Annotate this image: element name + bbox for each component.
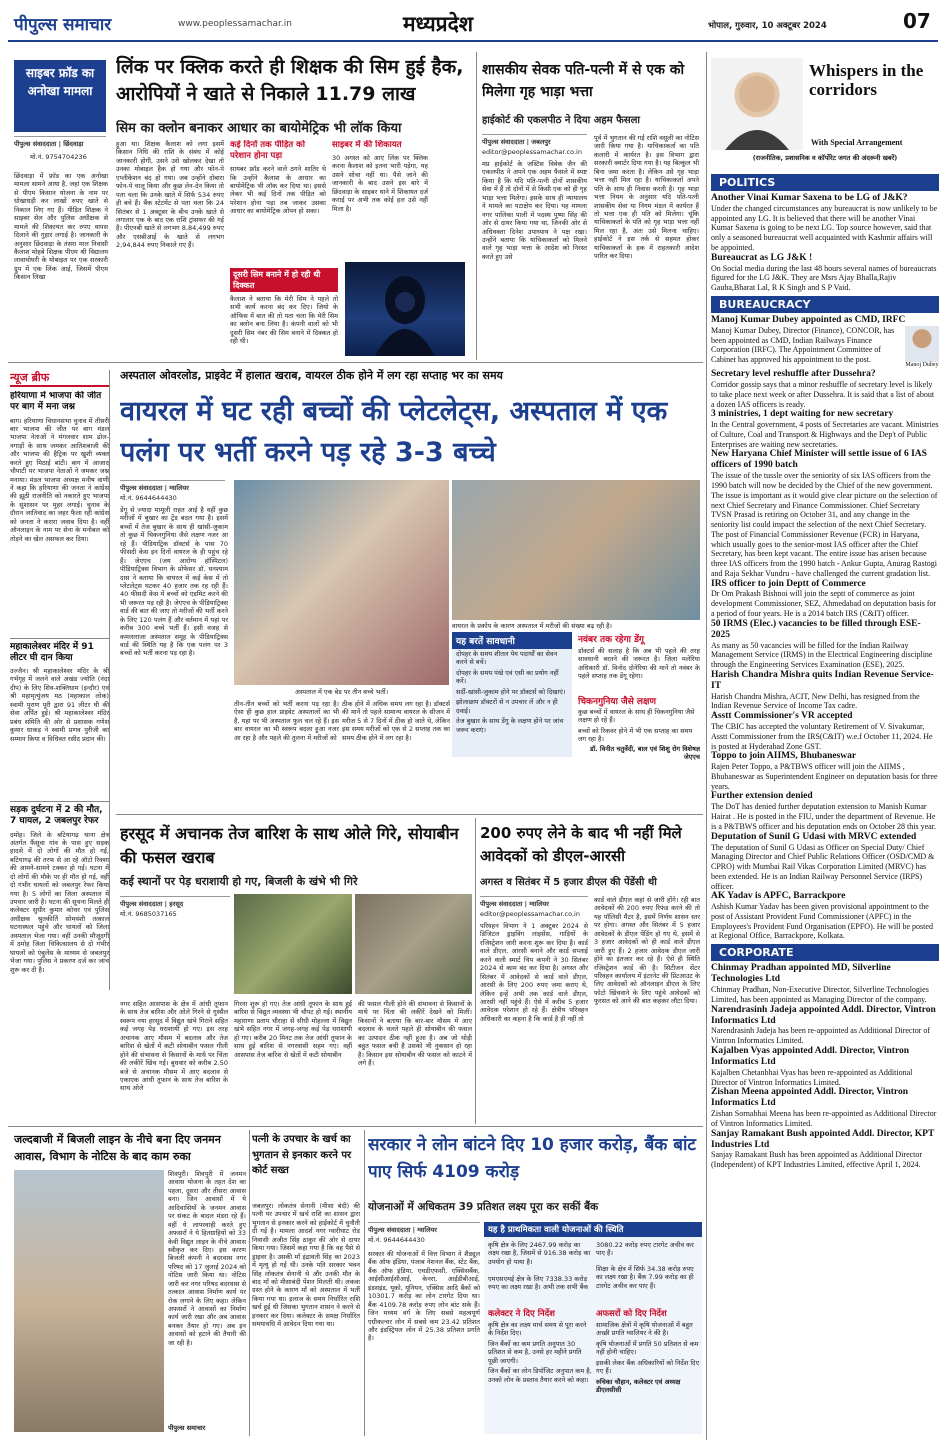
priority-item-3: 3080.22 करोड़ रुपए टारगेट अचीव कर पाए हैं।: [596, 1241, 694, 1258]
priority-table: [484, 1222, 702, 1434]
story3-col3: ठीक होने में अधिक समय लग रहा है। डॉक्टर्स की मानें तो पहले सामान्य वायरल के सीजन में मरीज 5 से 7 दिनों में ठीक हो जाते थे, लेकिन इस समय मरीजों को एक से 2 सप्ताह तक का समय ठीक होने में लग रहा है।: [342, 700, 450, 742]
hospital-photo-1: [234, 480, 449, 685]
story8-col1: सरकार की योजनाओं में वित्त विभाग ने शैड्यूल बैंक ऑफ इंडिया, पंजाब नेशनल बैंक, स्टेट बैंक, बैंक ऑफ इंडिया, एचडीएफसी, एक्सिसबैंक, आईसीआईसीआई, केनरा, आईडीबीआई, इंडसइंड, यूको, यूनियन, एक्सिस आदि बैंकों को 10301.7 करोड़ का लोन टारगेट दिया था। बैंक 4109.78 करोड़ रुपए लोन बांट सके हैं। जिन मध्यम वर्ग के लिए सबसे महत्वपूर्ण एग्रीकल्चर लोन में सबसे कम 23.42 प्रतिशत और इंडस्ट्रियल लोन में 25.38 प्रतिशत प्रगति है।: [368, 1250, 480, 1343]
b10-text: The DoT has denied further deputation extension to Manish Kumar Hairat . He is posted in the FIU, under the department of Revenue. He is a P&TBWS officer and his deputation ends on October 28 this year.: [711, 802, 936, 831]
priority-item-4: शिक्षा के क्षेत्र में सिर्फ 34.38 करोड़ रुपए का लक्ष्य रखा है। बैंक 7.99 करोड़ का ही टारगेट अचीव कर पाए हैं।: [596, 1265, 694, 1290]
collector-directions: [488, 1320, 592, 1385]
box1-heading: कई दिनों तक पीड़ित को परेशान होना पड़ा: [230, 140, 305, 162]
c1-text: Chinmay Pradhan, Non-Executive Director, Silverline Technologies Limited, has been appointed as Managing Director of the company.: [711, 985, 929, 1004]
story2-col1: मप्र हाईकोर्ट के जस्टिस विवेक जैन की एकलपीठ ने अपने एक अहम फैसले में स्पष्ट किया है कि यदि पति-पत्नी दोनों शासकीय सेवा में हैं तो दोनों में से किसी एक को ही गृह भाड़ा भत्ता मिलेगा। इसके साथ ही न्यायालय ने मामले का पटाक्षेप कर दिया। यह मामला नगर पालिका पाली में पदस्थ पुष्पा सिंह की ओर से दायर किया गया था, जिनकी ओर से अधिवक्ता दिनेश उपाध्याय ने पक्ष रखा। उन्होंने बताया कि याचिकाकर्ता को मिलने वाले गृह भाड़ा भत्ता के आदेश को निरस्त करते हुए उसे: [482, 160, 587, 261]
story1-box2: [332, 140, 428, 250]
b3-heading: 3 ministries, 1 dept waiting for new secretary: [711, 409, 894, 420]
p1-heading: Another Vinai Kumar Saxena to be LG of J&K?: [711, 193, 908, 203]
brief1-text: बाग। हरियाणा विधानसभा चुनाव में तीसरी बार भाजपा की जीत पर बाग मंडल भाजपा नेताओं ने मंगलवार शाम ढोल-नगाड़ों के साथ जमकर आतिशबाजी की और भाजपा की हैट्रिक पर खुशी व्यक्त करते हुए मिठाई बांटी। बाग में आजाद चौपाटी पर भाजपा नेताओं ने जमकर जश्न मनाया। मंडल भाजपा अध्यक्ष मनीष वाणी ने कहा कि हरियाणा की जनता ने कांग्रेस की झूठी राजनीति को नकारते हुए भाजपा के सुशासन पर मुहर लगाई। चुनाव के दौरान जातिवाद का जहर फैला रही कांग्रेस को जनता ने करारा जवाब दिया है। वहीं ऑनलाइन के नाम पर सेना के मनोबल को तोड़ने का खेल असफल कर दिया।: [10, 416, 109, 543]
box3-text: कैलाश ने बताया कि मेरी सिम ने पहले तो सभी कार्य करना बंद कर दिए। जियो के ऑफिस में बात की तो पता चला कि मेरी सिम का क्लोन बना लिया है। कंपनी वालों को भी दूसरी सिम नंबर की सिम बनाने में दिक्कत हो रही थी।: [230, 295, 338, 346]
bureaucracy-header: BUREAUCRACY: [711, 296, 939, 313]
tip-4: झोलाछाप डॉक्टरों से न उपचार लें और न ही दवाई।: [456, 698, 558, 715]
harsud-photo-2: [355, 894, 472, 994]
photo-caption: Manoj Dubey: [905, 361, 939, 368]
dateline: भोपाल, गुरुवार, 10 अक्टूबर 2024: [708, 21, 827, 31]
b4-heading: New Haryana Chief Minister will settle issue of 6 IAS officers of 1990 batch: [711, 449, 927, 471]
b4-text: The issue of the tussle over the seniority of six IAS officers from the 1990 batch will now be decided by the Chief of the new government. The issue is important as it would give clear picture on the selection of next Chief Secretary and Finance Commissioner. Chief Secretary TVSN Prasad is retiring on October 31, and any change in the seniority list could impact the selection of the next Chief Secretary. The post of Financial Commissioner Revenue (FCR) in Haryana, which usually goes to the senior-most IAS officer after the Chief Secretary, has been kept vacant. The entire issue has arisen because three IAS officers from the 1990 batch - Ankur Gupta, Anurag Rastogi and Raja Sekhar Vundru - have challenged the current gradation list.: [711, 471, 938, 578]
b2-heading: Secretary level reshuffle after Dussehra?: [711, 369, 876, 380]
b6-text: As many as 50 vacancies will be filled for the Indian Railway Management Service (IRMS) in the Electrical Engineering discipline through the Engineering Services Examination (ESE), 2025.: [711, 640, 933, 670]
b8-text: The CBIC has accepted the voluntary Retirement of V. Sivakumar, Asstt Commissioner from the IRS(C&IT) w.e.f October 11, 2024. He is posted at Hyderabad Zone GST.: [711, 722, 933, 751]
b11-heading: Deputation of Sunil G Udasi with MRVC extended: [711, 831, 917, 842]
chikungunya-box: [578, 694, 700, 762]
story2-subhead: हाईकोर्ट की एकलपीठ ने दिया अहम फैसला: [482, 115, 640, 126]
rule-bottom: [8, 1126, 703, 1127]
b10-heading: Further extension denied: [711, 791, 813, 802]
rule-v4: [364, 1130, 365, 1436]
story4-byline: पीपुल्स संवाददाता | हरसूद: [120, 896, 230, 908]
b9-text: Rajen Peter Toppo, a P&TBWS officer will join the AIIMS , Bhubaneswar as Superintendent Engineer on deputation basis for three years.: [711, 762, 938, 791]
story1-box1: [230, 140, 326, 250]
story6-credit: पीपुल्स समाचार: [168, 1424, 206, 1432]
b8-heading: Asstt Commissioner's VR accepted: [711, 711, 853, 722]
story8-headline: सरकार ने लोन बांटने दिए 10 हजार करोड़, बैंक बांट पाए सिर्फ 4109 करोड़: [368, 1135, 696, 1183]
priority-item-1: कृषि क्षेत्र के लिए 2467.99 करोड़ का लक्ष्य रखा है, जिसमें से 916.38 करोड़ का उपयोग हो पाया है।: [488, 1241, 591, 1266]
masthead: [8, 6, 938, 42]
story5-headline: 200 रुपए लेने के बाद भी नहीं मिले आवेदकों को डीएल-आरसी: [480, 824, 682, 865]
story7-text: जबलपुर। लोकतंत्र सेनानी (मीसा बंदी) की पत्नी पर उपचार में खर्च राशि का शासन द्वारा भुगतान से इनकार करने को हाईकोर्ट में चुनौती दी गई है। मामला आदर्श नगर ग्वारीघाट रोड निवासी अजीत सिंह ठाकुर की ओर से दायर किया गया। जिसमें कहा गया है कि वह पैसे से ड्राइवर है। उसकी माँ इंद्रावती सिंह का 2023 में मृत्यु हो गई थी। उनके पति सरकार भवन सिंह लोकतंत्र सेनानी थे और उनकी मौत के बाद माँ को मीसाबंदी पेंशन मिलती थी। लकवा ग्रस्त होने के कारण माँ को अस्पताल में भर्ती किया गया था। इलाज के समय निर्धारित राशि खर्च हुई थी जिसका भुगतान शासन ने करने से इनकार कर दिया। कलेक्टर के समक्ष निर्धारित समयावधि में आवेदन दिया गया था।: [252, 1202, 360, 1329]
story4-subhead: कई स्थानों पर पेड़ धराशायी हो गए, बिजली के खंभे भी गिरे: [120, 875, 358, 888]
story1-byline: पीपुल्स संवाददाता | छिंदवाड़ा: [14, 136, 106, 148]
chikungunya-heading: चिकनगुनिया जैसे लक्षण: [578, 697, 656, 707]
p2-heading: Bureaucrat as LG J&K !: [711, 252, 813, 263]
b5-heading: IRS officer to join Deptt of Commerce: [711, 578, 866, 589]
c3-text: Kajalben Chetanbhai Vyas has been re-appointed as Additional Director of Vintron Informatics Limited.: [711, 1067, 913, 1087]
b7-text: Harish Chandra Mishra, ACIT, New Delhi, has resigned from the Indian Revenue Service of Income Tax cadre.: [711, 691, 920, 711]
off-2: कृषि योजनाओं में प्रगति 50 प्रतिशत से कम नहीं होनी चाहिए।: [596, 1339, 699, 1357]
dengue-box: [578, 632, 700, 692]
story3-headline: वायरल में घट रही बच्चों की प्लेटलेट्स, अस्पताल में एक पलंग पर भर्ती करने पड़ रहे 3-3 बच्चे: [120, 396, 668, 468]
c1-heading: Chinmay Pradhan appointed MD, Silverline Technologies Ltd: [711, 963, 891, 985]
sidebar-tagline: (राजनीतिक, प्रशासनिक व कॉर्पोरेट जगत की अंदरूनी खबरें): [752, 154, 898, 162]
story6-headline: जल्दबाजी में बिजली लाइन के नीचे बना दिए जनमन आवास, विभाग के नोटिस के बाद काम रुका: [14, 1133, 221, 1163]
page-number: 07: [903, 9, 931, 33]
c2-heading: Narendrasinh Jadeja appointed Addl. Director, Vintron Informatics Ltd: [711, 1004, 936, 1026]
box3-heading: दूसरी सिम बनाने में हो रही थी दिक्कत: [230, 268, 338, 292]
corporate-header: CORPORATE: [711, 944, 939, 961]
box2-heading: साइबर में की शिकायत: [332, 140, 402, 150]
tip-1: दोपहर के समय शीतल पेय पदार्थों का सेवन करने से बचें।: [456, 650, 558, 667]
harsud-photo-1: [234, 894, 352, 994]
tip-2: दोपहर के समय पंखे एवं एसी का प्रयोग नहीं करें।: [456, 668, 559, 686]
hacker-illustration: [345, 262, 465, 356]
politics-header: POLITICS: [711, 174, 939, 191]
b7-heading: Harish Chandra Mishra quits Indian Revenue Service-IT: [711, 669, 934, 691]
priority-item-2: एमएसएमई क्षेत्र के लिए 7338.33 करोड़ रुपए का लक्ष्य रखा है। अभी तक सभी बैंक: [488, 1275, 589, 1292]
story3-byline: पीपुल्स संवाददाता | ग्वालियर: [120, 480, 225, 492]
b6-heading: 50 IRMS (Elec.) vacancies to be filled through ESE-2025: [711, 618, 921, 640]
b1-photo-wrap: [905, 326, 939, 369]
c3-heading: Kajalben Vyas appointed Addl. Director, Vintron Informatics Ltd: [711, 1045, 910, 1067]
person-icon: [711, 58, 803, 150]
story3-col2: तीन-तीन बच्चों को भर्ती करना पड़ रहा है। ऐसा ही कुछ हाल प्राइवेट अस्पतालों का भी है, यहां पर भी अस्पताल फुल चल रहे हैं। इस बार वायरल का भी स्वरूप बदला हुआ नजर आ रहा है और पहले की तुलना में मरीजों को: [234, 700, 339, 742]
story4-col2: गिरना शुरू हो गए। तेज आंधी तूफान के साथ हुई बारिश से विद्युत व्यवस्था भी चौपट हो गई। स्थानीय महाराणा प्रताप चौराहा से सीधी मोहल्ला में विद्युत खंभे सहित नगर में जगह-जगह कई पेड़ धराशायी हो गए। करीब 20 मिनट तक तेज आंधी तूफान के साथ हुई बारिश से नगरवासी सहम गए। वहीं आसपास तेज बारिश से खेतों में कटी सोयाबीन: [234, 1000, 352, 1059]
box1-text: सायबर फ्रॉड करने वाले ठगने शातिर थे कि उन्होंने कैलाश के आधार का बायोमेट्रिक भी लॉक कर दिया था। इससे लेकर भी कई दिनों तक पीड़ित को परेशान होना पड़ा तब जाकर उसका आधार का बायोमेट्रिक ओपन हो सका।: [230, 165, 326, 216]
rule-v1: [476, 52, 477, 360]
c2-text: Narendrasinh Jadeja has been re-appointed as Additional Director of Vintron Informatics Limited.: [711, 1026, 931, 1046]
story2-headline: शासकीय सेवक पति-पत्नी में से एक को मिलेगा गृह भाड़ा भत्ता: [482, 62, 685, 100]
b9-heading: Toppo to join AIIMS, Bhubaneswar: [711, 751, 857, 762]
story7-headline: पत्नी के उपचार के खर्च का भुगतान से इनकार करने पर कोर्ट सख्त: [252, 1134, 352, 1176]
p2-text: On Social media during the last 48 hours several names of bureaucrats figured for the LG J&K. They are Msrs Ajay Bhalla,Rajiv Gauba,Bharat Lal, R K Singh and S P Vaid.: [711, 263, 937, 293]
b11-text: The deputation of Sunil G Udasi as Officer on Special Duty/ Chief Managing Director and Chief Public Relations Officer (OSD/CMD & CPRO) with Mumbai Rail Vikas Corporation Limited (MRVC) has been extended. He is an Indian Railway Personnel Service (IRPS) officer.: [711, 842, 935, 891]
story3-kicker: अस्पताल ओवरलोड, प्राइवेट में हालात खराब, वायरल ठीक होने में लग रहा सप्ताह भर का समय: [120, 369, 503, 382]
rule-top: [8, 362, 703, 363]
brief2-text: उज्जैन। श्री महाकालेश्वर मंदिर के श्री गर्भगृह में जलने वाले अखंड ज्योति (नंदा दीप) के लिए शिव-शक्तिधाम (इन्दौर) एवं श्री महामृत्युंजय मठ (महाकाल लोक) स्वामी पुराण पूरी द्वारा 91 लीटर घी की सेवा अर्पित हुई। श्री महाकालेश्वर मंदिर प्रबंध समिति की ओर से प्रशासक गणेश कुमार धाकड़ ने स्वामी प्रणव पुरीजी का सम्मान किया व विधिवत रसीद प्रदान की।: [10, 667, 109, 743]
dengue-text: डॉक्टर्स की सलाह है कि अब भी पहले की तरह सावधानी बरतने की जरूरत है। जिला मलेरिया अधिकारी डॉ. विनोद दोनेरिया की मानें तो नवंबर के पहले सप्ताह तक डेंगू रहेगा।: [578, 647, 700, 681]
dir-1: कृषि क्षेत्र का लक्ष्य मार्च समय से पूरा करने के निर्देश दिए।: [488, 1321, 587, 1338]
website-url[interactable]: www.peoplessamachar.in: [178, 19, 292, 29]
manoj-dubey-photo: [905, 326, 939, 362]
columnist-photo: [711, 58, 803, 150]
priority-heading: यह है प्राथमिकता वाली योजनाओं की स्थिति: [484, 1222, 702, 1237]
story3-col1: डेंगू से ज्यादा मामूली राहत आई है वहीं कुछ मरीजों में बुखार का ट्रेंड बदल गया है। इसमें बच्चों में तेज बुखार के साथ ही खांसी-जुकाम तो कुछ में चिकनगुनिया जैसे लक्षण नजर आ रहे हैं। पीडियाट्रिक डॉक्टर्स के पास 70 फीसदी केस इन दिनों वायरल के ही पहुंच रहे हैं। जेएएच (जय आरोग्य हॉस्पिटल) पीडियाट्रिक्स विभाग के प्रोफेसर डॉ. घनश्याम दास ने बताया कि वायरल में कई केस में तो प्लेटलेट्स घटकर 40 हजार तक रह रही हैं। 40 फीसदी केस में बच्चों को एडमिट करने की भी जरूरत पड़ रही है। जेएएच के पीडियाट्रिक्स वार्ड की बात की जाए तो मरीजों की भर्ती करने के लिए 120 पलंग हैं और वर्तमान में यहां पर करीब 300 बच्चे भर्ती हैं। इसी वजह से कमलाराजा अस्पताल समूह के पीडियाट्रिक्स वार्ड की स्थिति यह है कि एक पलंग पर 3 बच्चों को भर्ती करना पड़ रहा है।: [120, 506, 228, 658]
c4-text: Zishan Sornabhai Meena has been re-appointed as Additional Director of Vintron Informatics Limited.: [711, 1109, 937, 1128]
story1-col1: छिंदवाड़ा में फ्रॉड का एक अनोखा मामला सामने आया है, जहां एक शिक्षक से पीएम किसान योजना के नाम पर धोखाधड़ी कर लाखों रुपए खाते से निकाल लिए गए हैं। पीड़ित शिक्षक ने साइबर सेल और पुलिस अधीक्षक से मामले की शिकायत कर रुपए वापस दिलाने की गुहार लगाई है। जानकारी के अनुसार छिंदवाड़ा के तंसरा माल निवासी कैलाश मोहबे शिक्षक पीएम श्री विद्यालय लावाघोघरी के मोबाइल पर एक सरकारी ग्रुप में एक लिंक आई, जिसमें पीएम किसान लिखा: [14, 172, 108, 282]
section-title: मध्यप्रदेश: [403, 12, 474, 36]
rule-v2: [475, 818, 476, 1124]
whispers-sidebar: [706, 52, 940, 1440]
off-1: सामाजिक क्षेत्रों में कृषि योजनाओं में बहुत अच्छी प्रगति ग्वालियर ने की है।: [596, 1321, 693, 1338]
c4-heading: Zishan Meena appointed Addl. Director, Vintron Informatics Ltd: [711, 1087, 908, 1109]
story2-col2: पूर्व में भुगतान की गई राशि वसूली का नोटिस जारी किया गया है। याचिकाकर्ता का पति कलारी में कार्यरत है। इस विभाग द्वारा सरकारी क्वार्टर दिया गया है। यह बिल्कुल भी बिना जमा करता है। लेकिन उसे गृह भाड़ा भत्ता नहीं मिल रहा है। याचिकाकर्ता अपने पति के साथ ही निवास करती है। गृह भाड़ा भत्ता नियम के अनुसार यदि पति-पत्नी शासकीय सेवा या निगम मंडल में कार्यरत हैं तो भत्ता एक ही पति को मिलेगा। चूंकि याचिकाकर्ता के पति को गृह भाड़ा भत्ता नहीं मिल रहा है, अतः उसे मिलना चाहिए। हाईकोर्ट ने इस तर्क से सहमत होकर याचिकाकर्ता के हक में राहतकारी आदेश पारित कर दिया।: [594, 134, 699, 261]
news-brief: [10, 370, 110, 990]
precautions-box: [452, 632, 572, 757]
story1-mob: मो.नं. 9754704236: [30, 153, 87, 161]
brief3-text: दमोह। जिले के बटियागढ़ थाना क्षेत्र अंतर्गत फैंसुवा गांव के पास हुए सड़क हादसे में दो लोगों की मौत हो गई, बटियागढ़ की तरफ से आ रहे ऑटो रिक्शा की आमने-सामने टक्कर हो गई। घटना में दो लोगों की मौके पर ही मौत हो गई, वहीं दो गंभीर घायलों को जबलपुर रेफर किया गया है। 5 लोगों का जिला अस्पताल में उपचार जारी है। घटना की सूचना मिलते ही कलेक्टर सुधीर कुमार कोचर एवं पुलिस अधीक्षक श्रुतकीर्ति सोमवंशी तत्काल घटनास्थल पहुंचे और घायलों को जिला अस्पताल भेजा गया। वहीं उनकी मौजूदगी में दमोह जिला चिकित्सालय से दो गंभीर घायलों को एंबुलेंस के माध्यम से जबलपुर भेजा गया। पुलिस ने प्रकरण दर्ज कर जांच शुरू कर दी है।: [10, 830, 109, 974]
story4-col1: नगर सहित आसपास के क्षेत्र में आंधी तूफान के साथ तेज बारिश और ओले गिरने से गुस्सैल स्वरूप नया हरसूद में विद्युत खंभे गिराने सहित कई जगह पेड़ धराशायी हो गए। इस तरह अचानक आए मौसम में बदलाव और तेज बारिश से खेतों में कटी सोयाबीन फसल गीली होने की संभावना से किसानों के माथे पर चिंता की लकीरें खिंच गईं। बुधवार को करीब 2.50 बजे से अचानक मौसम में आए बदलाव से एकाएक आंधी तूफान के साथ तेज बारिश के साथ ओले: [120, 1000, 228, 1093]
story8-mob: मो.नं. 9644644430: [368, 1236, 425, 1244]
story1-tag: साइबर फ्रॉड का अनोखा मामला: [14, 60, 106, 132]
sidebar-body: [711, 174, 939, 1434]
dengue-heading: नवंबर तक रहेगा डेंगू: [578, 635, 645, 645]
precautions-heading: यह बरतें सावधानी: [452, 632, 572, 649]
rule-v3: [249, 1130, 250, 1436]
story1-headline: लिंक पर क्लिक करते ही शिक्षक की सिम हुई हैक, आरोपियों ने खाते से निकाले 11.79 लाख: [116, 56, 464, 105]
janman-photo: [14, 1170, 164, 1432]
dir-3: जिन बैंकों का लोन डिपॉजिट अनुपात कम है, उनको लोन के प्रस्ताव तैयार करने को कहा।: [488, 1367, 592, 1384]
story2-email: editor@peoplessamachar.co.in: [482, 148, 582, 156]
story1-subhead: सिम का क्लोन बनाकर आधार का बायोमेट्रिक भी लॉक किया: [116, 121, 402, 136]
b3-text: In the Central government, 4 posts of Secretaries are vacant. Ministries of Culture, Coal and Transport & Highways and the Dep't of Public Enterprises are waiting new secretaries.: [711, 420, 939, 449]
story5-col2: कार्ड वाले डीएल कहां से जारी होंगे। रही बात आवेदकों की 200 रुपए रिफंड करने की तो यह पॉलिसी मैटर है, इसमें निर्णय शासन स्तर पर होगा। अगस्त और सितंबर में 5 हजार आवेदकों के डीएल पेंडिंग हो गए थे, इसमें से 3 हजार आवेदकों को ही कार्ड वाले डीएल जारी हुए हैं। 2 हजार आवेदक डीएल जारी होने का इंतजार कर रहे हैं। ऐसे ही स्थिति रजिस्ट्रेशन कार्ड की है। सिटीजन सेंटर परिवहन कार्यालय में इंटरनेट की प्रिंटआउट के लिए आवेदकों को ऑनलाइन डीएल के लिए फोटो खिंचवाने के लिए पहुंचे आवेदकों को फुरसत को आने की बात कहकर लौटा दिया।: [594, 896, 700, 1006]
rule-mid: [116, 814, 703, 815]
special-arrangement: With Special Arrangement: [811, 138, 903, 147]
story6-text: शिवपुरी। शिवपुरी में जनमन आवास योजना के तहत देश का पहला, दूसरा और तीसरा आवास बना। जिन आवासों में ये आदिवासियों के जनमन आवास पर संकट के बादल मंडरा रहे हैं। वहीं ये लापरवाही करते हुए अफसरों ने ये हितग्राहियों को 33 केवी विद्युत लाइन के नीचे आवास स्वीकृत कर दिए। इस कारण बिजली कंपनी ने बदरवास नगर परिषद को 17 जुलाई 2024 को नोटिस जारी किया था। नोटिस जारी कर नगर परिषद बदरवास से तत्काल आवास निर्माण कार्य पर रोक लगाने के लिए कहा। लेकिन अफसरों ने आवासों का निर्माण कार्य जारी रखा और अब आवास बनकर तैयार हो गए। अब इन आवासों को हटाने की तैयारी की जा रही है।: [168, 1170, 246, 1347]
tip-5: तेज बुखार के साथ डेंगू के लक्षण होने पर जांच जरूर कराएं।: [456, 717, 564, 734]
b5-text: Dr Om Prakash Bishnoi will join the septt of commerce as joint development Commissioner, SEZ, Ahmedabad on deputation basis for a period of four years. He is a 2014 batch IRS (C&IT) officer.: [711, 589, 937, 618]
c5-text: Sanjay Ramakant Bush has been appointed as Additional Director (Independent) of KPT Industries Limited, effective April 1, 2024.: [711, 1150, 923, 1170]
whispers-logo: Whispers in the corridors: [809, 61, 924, 99]
story5-subhead: अगस्त व सितंबर में 5 हजार डीएल की पेंडेंसी थी: [480, 877, 657, 888]
brief1-heading: हरियाणा में भाजपा की जीत पर बाग में मना जश्न: [10, 391, 102, 413]
story1-col2: हुआ था। शिक्षक कैलाश को लगा इसमें किसान निधि की राशि के संबंध में कोई जानकारी होगी, उसने उसे खोलकर देखा तो उनका मोबाइल हैक हो गया और फोन-पे एप्लीकेशन बंद हो गया। जब उन्होंने दोबारा फोन-पे चालू किया और कुछ लेन-देन किया तो पता चला कि उनके खाते में सिर्फ 534 रुपए ही बचे हैं। बैंक स्टेटमेंट से पता चला कि 24 सितंबर से 1 अक्टूबर के बीच उनके खाते से लगातार एक के बाद एक राशि ट्रांसफर की गई है। पीएनबी खाते से लगभग 8,84,499 रुपए और एसबीआई के खाते से लगभग 2,94,844 रुपए निकाले गए हैं।: [116, 140, 224, 250]
b1-heading: Manoj Kumar Dubey appointed as CMD, IRFC: [711, 314, 906, 325]
story3-mob: मो.नं. 9644644430: [120, 494, 177, 502]
story8-byline: पीपुल्स संवाददाता | ग्वालियर: [368, 1222, 480, 1234]
whispers-header: [711, 52, 939, 170]
p1-text: Under the changed circumstances any bureaucrat is now unlikely to be appointed any LG. It is believed that there will be another Vinai Kumar Saxena is going to be next LG. Top source however, said that only a seasoned bureaucrat well acquainted with Kashmir affairs will be appointed.: [711, 203, 938, 252]
c5-heading: Sanjay Ramakant Bush appointed Addl. Director, KPT Industries Ltd: [711, 1128, 935, 1150]
story4-headline: हरसूद में अचानक तेज बारिश के साथ ओले गिरे, सोयाबीन की फसल खराब: [120, 824, 459, 867]
story4-col3: की फसल गीली होने की संभावना से किसानों के माथे पर चिंता की लकीरें देखने को मिलीं। किसानों ने बताया कि बार-बार मौसम में आए बदलाव के चलते पहले ही सोयाबीन की फसल का उत्पादन ठीक नहीं हुआ है। अब जो थोड़ी बहुत फसल बची है उसको भी नुकसान हो रहा है। किसान इस सोयाबीन की फसल को काटने में लगे हैं।: [358, 1000, 472, 1068]
newspaper-logo: पीपुल्स समाचार: [14, 15, 112, 35]
box2-text: 30 अगस्त को आए लिंक पर क्लिक करना कैलाश को इतना भारी पड़ेगा, यह उसने सोचा नहीं था। पैसे जाने की जानकारी के बाद उसने इस बारे में छिंदवाड़ा के साइबर थाने में शिकायत दर्ज कराई पर अभी तक कोई हल उसे नहीं मिला है।: [332, 154, 428, 213]
story1-box3: [230, 268, 338, 354]
collector-directions-heading: कलेक्टर ने दिए निर्देश: [488, 1309, 555, 1319]
officer-directions: [596, 1320, 700, 1396]
story8-subhead: योजनाओं में अधिकतम 39 प्रतिशत लक्ष्य पूरा कर सकीं बैंक: [368, 1201, 599, 1213]
brief2-heading: महाकालेश्वर मंदिर में 91 लीटर घी दान किया: [10, 638, 109, 665]
hacker-icon: [345, 262, 465, 356]
b12-heading: AK Yadav is APFC, Barrackpore: [711, 891, 846, 902]
off-byline: रुचिका चौहान, कलेक्टर एवं अध्यक्ष डीएलसीसी: [596, 1377, 681, 1395]
brief3-heading: सड़क दुर्घटना में 2 की मौत, 7 घायल, 2 जबलपुर रेफर: [10, 801, 109, 828]
chik-byline: डॉ. विनीत चतुर्वेदी, बाल एवं शिशु रोग विशेषज्ञ जेएएच: [590, 744, 700, 762]
dir-2: जिन बैंकों का कम प्रगति अनुपात 30 प्रतिशत से कम है, उनसे हर महीने प्रगति पूछी जाएगी।: [488, 1339, 582, 1365]
b1-block: [711, 326, 939, 369]
news-brief-title: न्यूज ब्रीफ: [10, 370, 109, 387]
story4-mob: मो.नं. 9685037165: [120, 910, 177, 918]
b12-text: Ashish Kumar Yadav has been given provisional appointment to the post of Assistant Provident Fund Commissioner (APFC) in the Employees's Provident Fund Organisation (EPFO). He will be posted at Regional Office, Barrackpore, Kolkata.: [711, 902, 933, 941]
photo1-caption: अस्पताल में एक बेड पर तीन बच्चे भर्ती।: [294, 688, 389, 696]
story2-byline: पीपुल्स संवाददाता | जबलपुर: [482, 134, 587, 146]
story5-email: editor@peoplessamachar.co.in: [480, 910, 580, 918]
chik-1: कुछ बच्चों में वायरल के साथ ही चिकनगुनिया जैसे लक्षण हो रहे हैं।: [578, 708, 695, 725]
story5-byline: पीपुल्स संवाददाता | ग्वालियर: [480, 896, 588, 908]
b1-text: Manoj Kumar Dubey, Director (Finance), CONCOR, has been appointed as CMD, Indian Railways Finance Corporation (IRFC). The Appointment Committee of Cabinet has approved his appointment to the post.: [711, 325, 895, 365]
tip-3: सर्दी-खांसी-जुकाम होने पर डॉक्टर्स को दिखाएं।: [456, 687, 566, 696]
chik-2: बच्चों को रिकवर होने में भी एक सप्ताह का समय लग रहा है।: [578, 726, 693, 744]
photo2-caption: वायरल के प्रकोप के कारण अस्पताल में मरीजों की संख्या बढ़ रही है।: [452, 622, 613, 630]
b2-text: Corridor gossip says that a minor reshuffle of secretary level is likely to take place next week or after Dussehra. It is said that a list of about a dozen IAS officers is ready.: [711, 380, 935, 409]
officer-directions-heading: अफसरों को दिए निर्देश: [596, 1309, 667, 1319]
story5-col1: परिवहन विभाग ने 1 अक्टूबर 2024 से डिजिटल ड्राइविंग लाइसेंस, गाड़ियों के रजिस्ट्रेशन जारी करना शुरू कर दिया है। कार्ड वाले डीएल, आरसी बनाने और कार्ड सप्लाई करने वाली स्मार्ट चिप कंपनी ने 30 सितंबर 2024 से काम बंद कर दिया है। अगस्त और सितंबर में आवेदकों से कार्ड वाले डीएल, आरसी के लिए 200 रुपए जमा कराए थे, लेकिन इन्हें अभी तक कार्ड वाले डीएल, आरसी नहीं पहुंचे हैं। ऐसे में करीब 5 हजार आवेदक परेशान हो रहे हैं। क्षेत्रीय परिवहन अधिकारी का कहना है कि कार्ड है ही नहीं तो: [480, 922, 588, 1023]
hospital-photo-2: [452, 480, 700, 620]
off-3: इसकी लेकर बैंक अधिकारियों को निर्देश दिए गए हैं।: [596, 1358, 700, 1376]
